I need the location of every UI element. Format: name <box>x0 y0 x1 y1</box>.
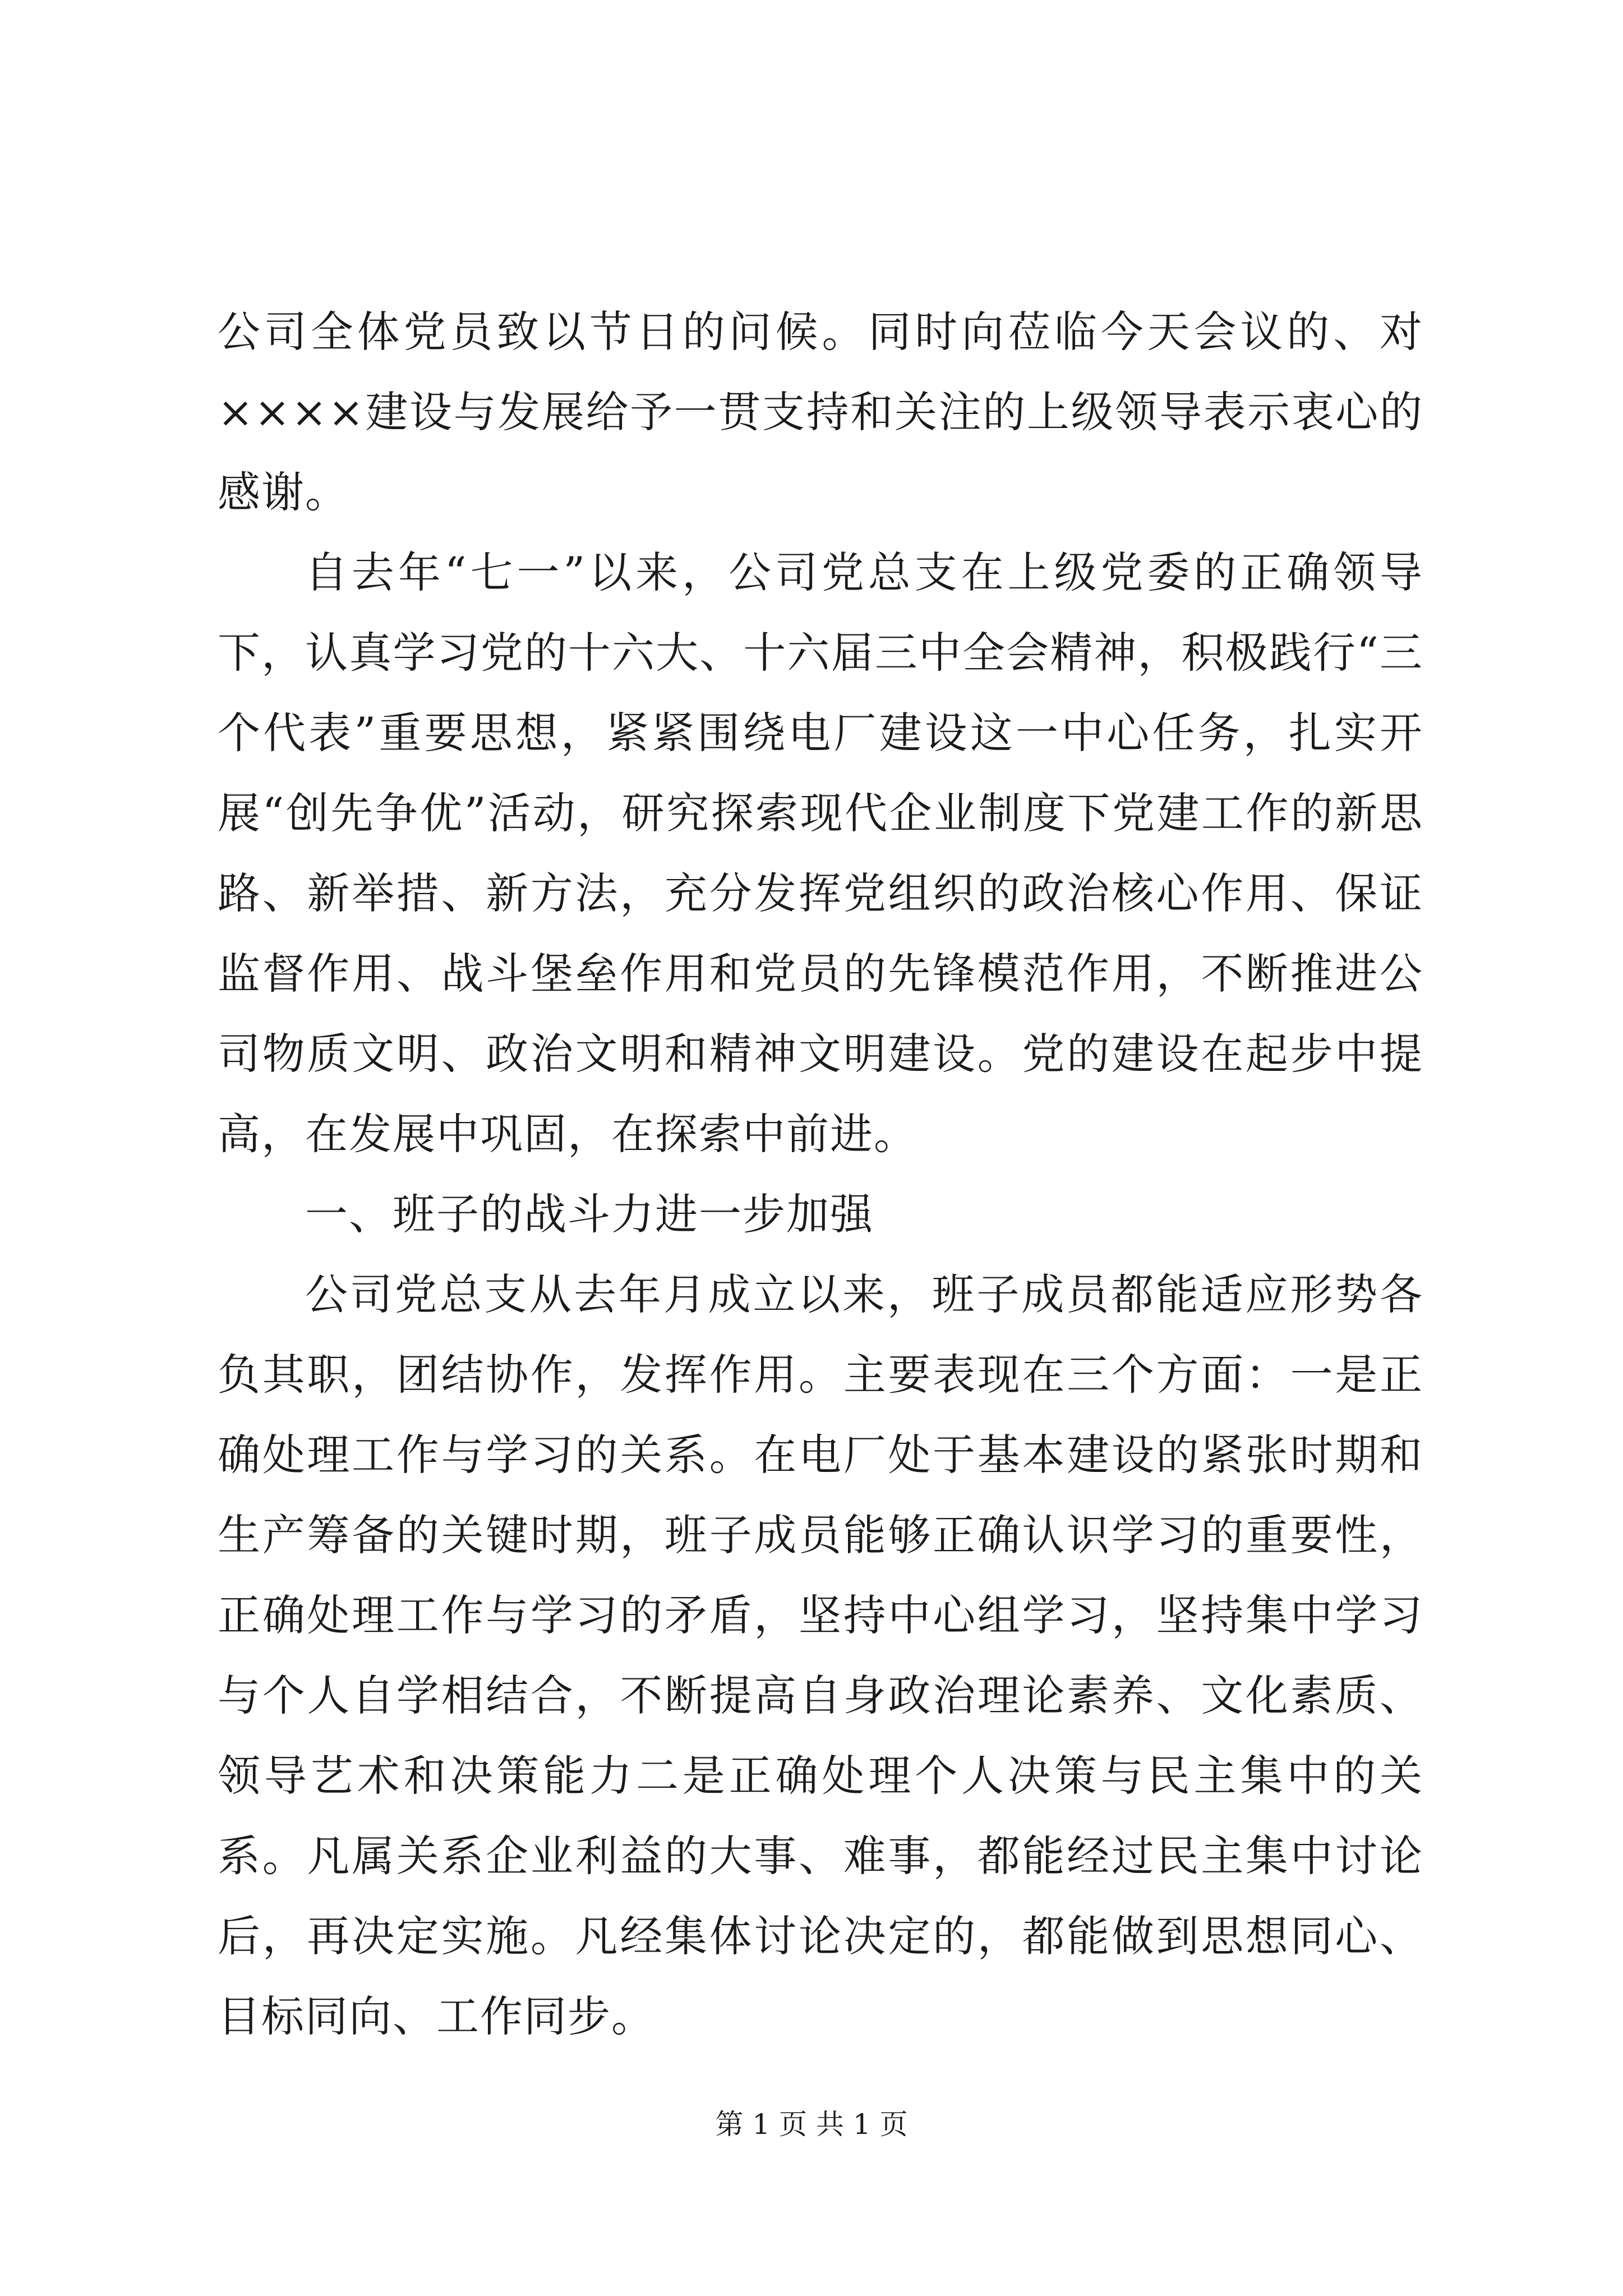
paragraph-summary: 自去年“七一”以来，公司党总支在上级党委的正确领导下，认真学习党的十六大、十六届三中全会精神，积极践行“三个代表”重要思想，紧紧围绕电厂建设这一中心任务，扎实开展“创先争优”活动，研究探索现代企业制度下党建工作的新思路、新举措、新方法，充分发挥党组织的政治核心作用、保证监督作用、战斗堡垒作用和党员的先锋模范作用，不断推进公司物质文明、政治文明和精神文明建设。党的建设在起步中提高，在发展中巩固，在探索中前进。 <box>218 547 1423 1159</box>
paragraph-greeting: 公司全体党员致以节日的问候。同时向莅临今天会议的、对××××建设与发展给予一贯支持和关注的上级领导表示衷心的感谢。 <box>218 307 1423 517</box>
page-number-footer: 第 1 页 共 1 页 <box>715 2108 908 2141</box>
section-heading-1: 一、班子的战斗力进一步加强 <box>305 1189 874 1239</box>
paragraph-leadership: 公司党总支从去年月成立以来，班子成员都能适应形势各负其职，团结协作，发挥作用。主要表现在三个方面：一是正确处理工作与学习的关系。在电厂处于基本建设的紧张时期和生产筹备的关键时期，班子成员能够正确认识学习的重要性，正确处理工作与学习的矛盾，坚持中心组学习，坚持集中学习与个人自学相结合，不断提高自身政治理论素养、文化素质、领导艺术和决策能力二是正确处理个人决策与民主集中的关系。凡属关系企业利益的大事、难事，都能经过民主集中讨论后，再决定实施。凡经集体讨论决定的，都能做到思想同心、目标同向、工作同步。 <box>218 1269 1423 2041</box>
document-body <box>218 292 1423 2056</box>
